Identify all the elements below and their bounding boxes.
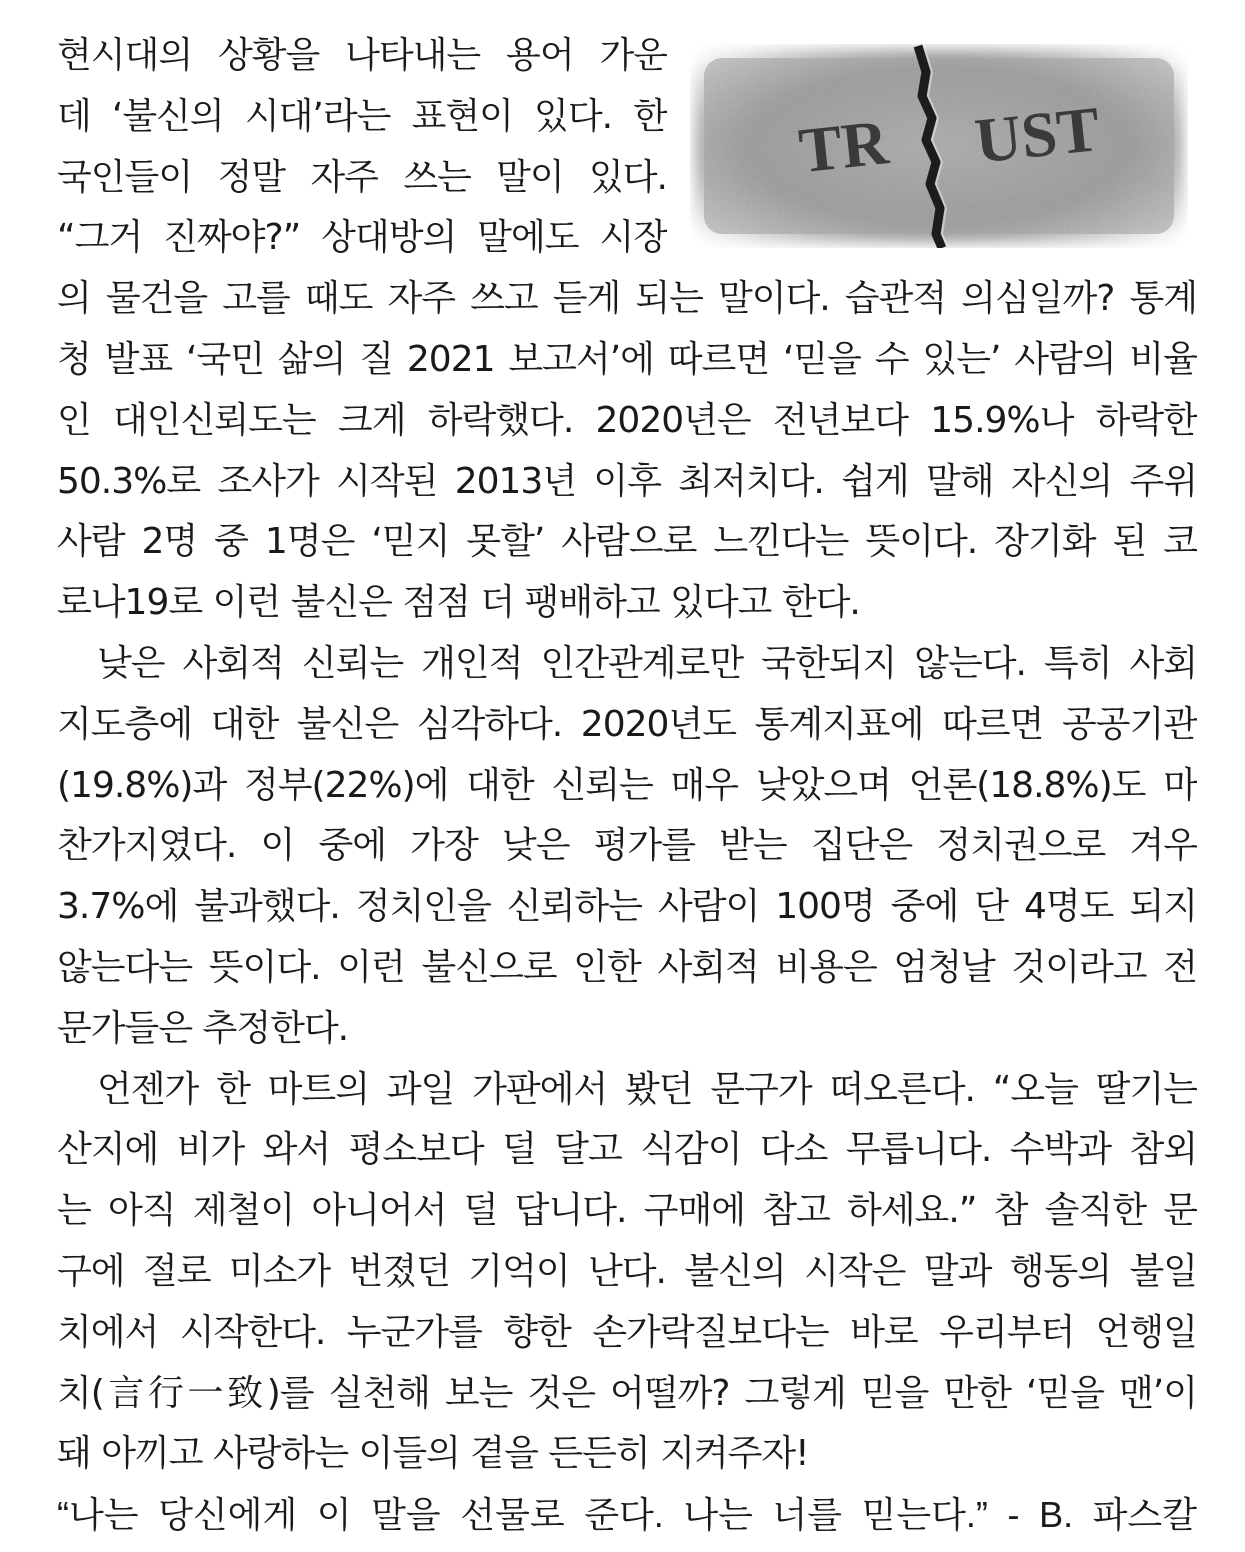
text-line: 않는다는 뜻이다. 이런 불신으로 인한 사회적 비용은 엄청날 것이라고 전 (57, 946, 1197, 988)
article-body (57, 26, 1197, 1546)
text-line: 인 대인신뢰도는 크게 하락했다. 2020년은 전년보다 15.9%나 하락한 (57, 399, 1197, 441)
trust-left-text: TR (795, 106, 892, 187)
text-line: 문가들은 추정한다. (57, 1007, 349, 1049)
text-line: 찬가지였다. 이 중에 가장 낮은 평가를 받는 집단은 정치권으로 겨우 (57, 825, 1197, 867)
text-line: 지도층에 대한 불신은 심각하다. 2020년도 통계지표에 따르면 공공기관 (57, 703, 1197, 745)
trust-right-text: UST (971, 92, 1103, 177)
text-line: 의 물건을 고를 때도 자주 쓰고 듣게 되는 말이다. 습관적 의심일까? 통계 (57, 278, 1197, 320)
text-line: 산지에 비가 와서 평소보다 덜 달고 식감이 다소 무릅니다. 수박과 참외 (57, 1129, 1197, 1171)
text-line: 로나19로 이런 불신은 점점 더 팽배하고 있다고 한다. (57, 582, 860, 624)
text-line: 현시대의 상황을 나타내는 용어 가운 (57, 35, 667, 76)
text-line: 청 발표 ‘국민 삶의 질 2021 보고서’에 따르면 ‘믿을 수 있는’ 사람의 비율 (57, 338, 1197, 380)
text-line: 국인들이 정말 자주 쓰는 말이 있다. (57, 156, 667, 198)
text-line: 낮은 사회적 신뢰는 개인적 인간관계로만 국한되지 않는다. 특히 사회 (97, 642, 1197, 684)
text-line: 50.3%로 조사가 시작된 2013년 이후 최저치다. 쉽게 말해 자신의 주위 (57, 460, 1197, 502)
text-line: 구에 절로 미소가 번졌던 기억이 난다. 불신의 시작은 말과 행동의 불일 (57, 1250, 1197, 1292)
text-line: 사람 2명 중 1명은 ‘믿지 못할’ 사람으로 느낀다는 뜻이다. 장기화 된 코 (57, 521, 1197, 563)
text-line: 는 아직 제철이 아니어서 덜 답니다. 구매에 참고 하세요.” 참 솔직한 문 (57, 1190, 1197, 1232)
text-line: 3.7%에 불과했다. 정치인을 신뢰하는 사람이 100명 중에 단 4명도 되지 (57, 886, 1197, 928)
closing-quote: “나는 당신에게 이 말을 선물로 준다. 나는 너를 믿는다.” - B. 파스칼 (57, 1494, 1197, 1536)
text-line: “그거 진짜야?” 상대방의 말에도 시장 (57, 217, 667, 259)
text-line: 데 ‘불신의 시대’라는 표현이 있다. 한 (57, 95, 667, 137)
text-line: 언젠가 한 마트의 과일 가판에서 봤던 문구가 떠오른다. “오늘 딸기는 (97, 1068, 1197, 1110)
text-line: 치에서 시작한다. 누군가를 향한 손가락질보다는 바로 우리부터 언행일 (57, 1311, 1197, 1353)
text-line: 치(言行一致)를 실천해 보는 것은 어떨까? 그렇게 믿을 만한 ‘믿을 맨’이 (57, 1372, 1197, 1414)
text-line: 돼 아끼고 사랑하는 이들의 곁을 든든히 지켜주자! (57, 1433, 809, 1475)
text-line: (19.8%)과 정부(22%)에 대한 신뢰는 매우 낮았으며 언론(18.8%)도 마 (57, 764, 1197, 806)
